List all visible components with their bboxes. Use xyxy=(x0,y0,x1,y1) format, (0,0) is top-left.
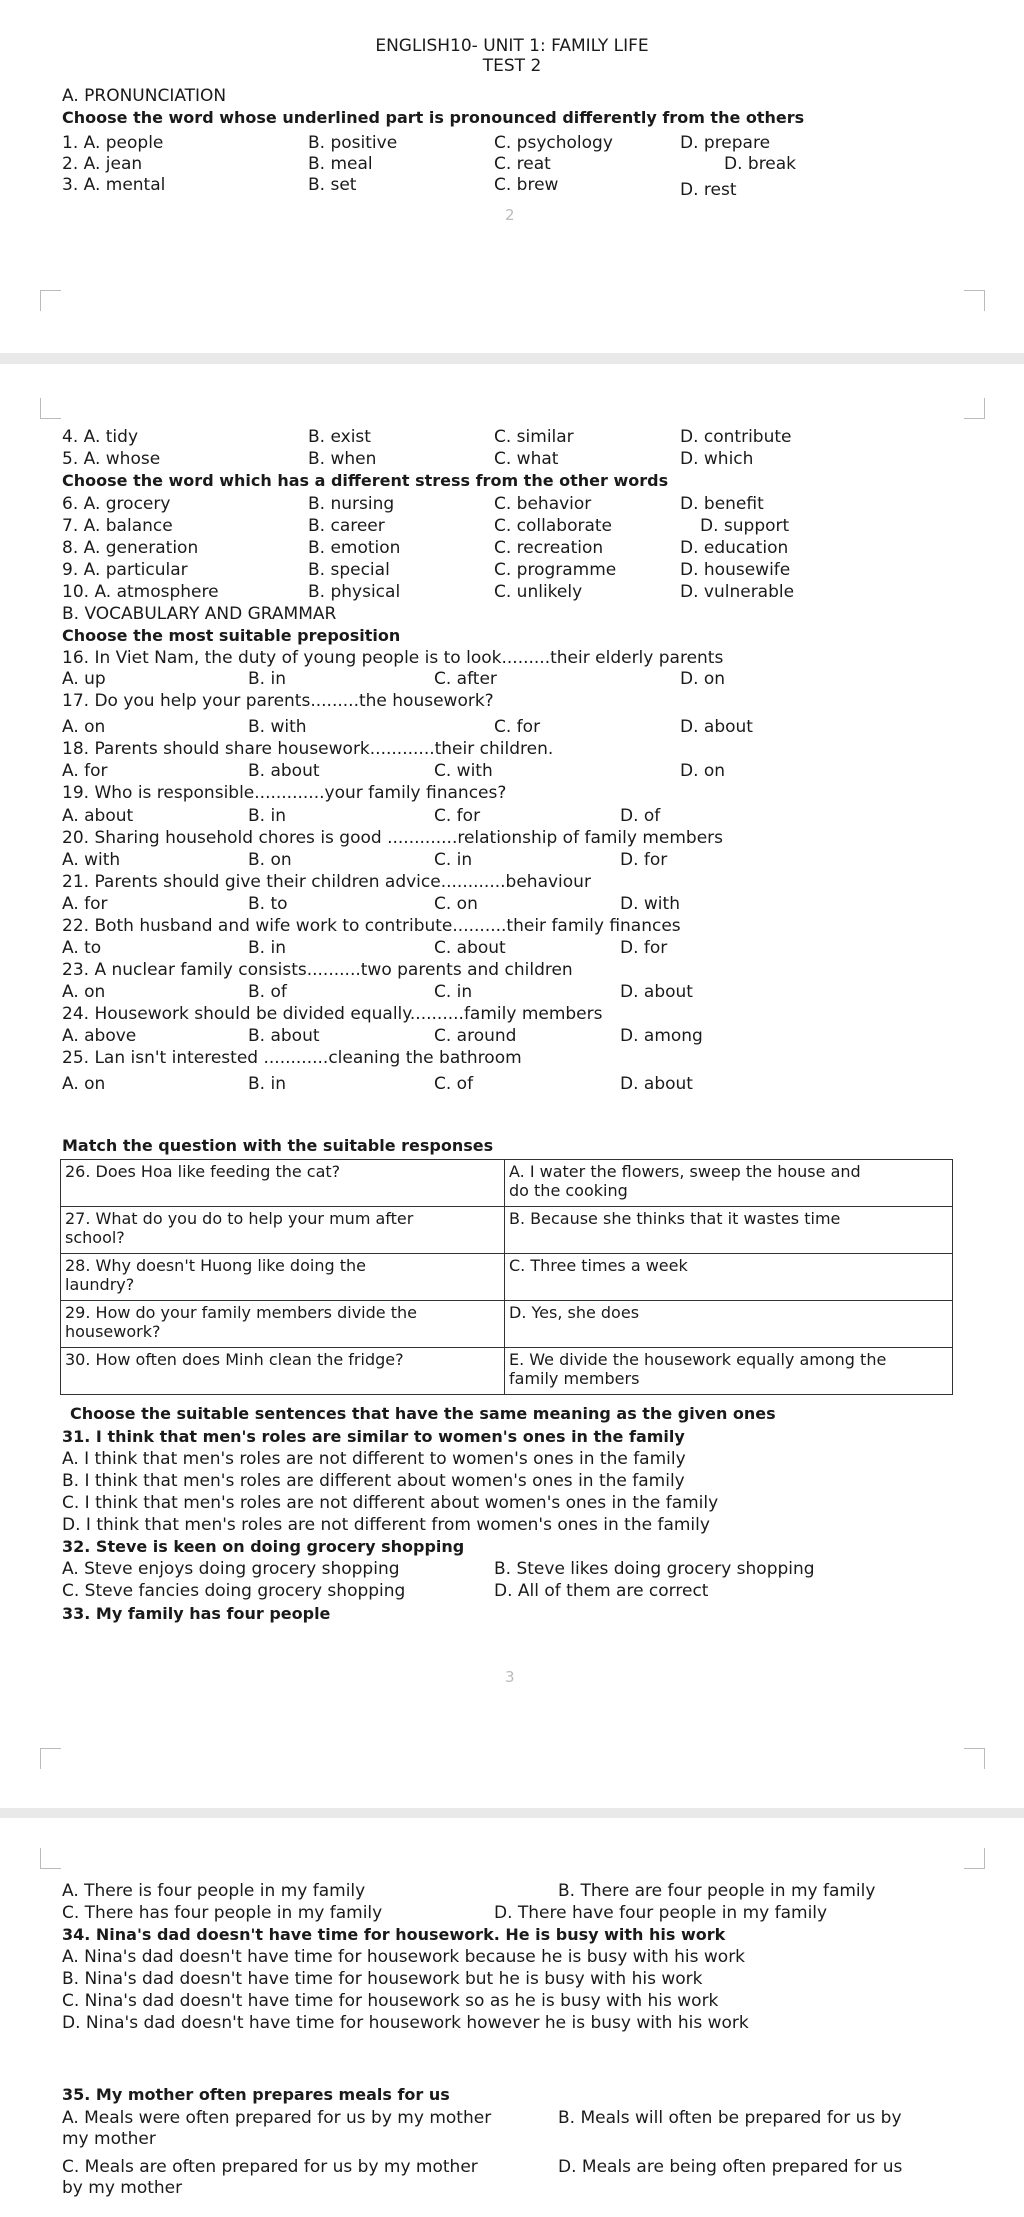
q19-option-a: A. about xyxy=(62,806,134,826)
match-answer: B. Because she thinks that it wastes time xyxy=(505,1207,953,1254)
table-row xyxy=(61,1348,953,1395)
q3-option-b: B. set xyxy=(308,175,357,195)
q5-option-c: C. what xyxy=(494,449,559,469)
q25-option-c: C. of xyxy=(434,1074,474,1094)
q2-option-d: D. break xyxy=(724,154,797,174)
q4-option-d: D. contribute xyxy=(680,427,792,447)
page-number: 2 xyxy=(505,206,515,224)
page-1 xyxy=(0,0,1024,353)
q35-option-d: D. Meals are being often prepared for us xyxy=(558,2157,903,2177)
page-3 xyxy=(0,1818,1024,2217)
match-question: 27. What do you do to help your mum after school? xyxy=(61,1207,505,1254)
q33-option-a: A. There is four people in my family xyxy=(62,1881,366,1901)
q2-option-b: B. meal xyxy=(308,154,373,174)
q18-option-d: D. on xyxy=(680,761,726,781)
table-row xyxy=(61,1254,953,1301)
q33-stem: 33. My family has four people xyxy=(62,1604,331,1623)
q24-stem: 24. Housework should be divided equally..........family members xyxy=(62,1004,603,1024)
q8-option-c: C. recreation xyxy=(494,538,604,558)
match-question: 26. Does Hoa like feeding the cat? xyxy=(61,1160,505,1207)
q31-option-d: D. I think that men's roles are not different from women's ones in the family xyxy=(62,1515,710,1535)
q20-option-c: C. in xyxy=(434,850,473,870)
q32-option-c: C. Steve fancies doing grocery shopping xyxy=(62,1581,406,1601)
q21-option-c: C. on xyxy=(434,894,478,914)
q7-option-c: C. collaborate xyxy=(494,516,613,536)
q19-stem: 19. Who is responsible.............your family finances? xyxy=(62,783,507,803)
q17-option-d: D. about xyxy=(680,717,753,737)
match-answer: A. I water the flowers, sweep the house and do the cooking xyxy=(505,1160,953,1207)
q35-option-c: C. Meals are often prepared for us by my mother xyxy=(62,2157,478,2177)
match-question: 28. Why doesn't Huong like doing the laundry? xyxy=(61,1254,505,1301)
crop-mark xyxy=(964,398,985,419)
q17-option-b: B. with xyxy=(248,717,307,737)
q7-option-a: 7. A. balance xyxy=(62,516,173,536)
q3-option-d: D. rest xyxy=(680,180,737,200)
q5-option-d: D. which xyxy=(680,449,754,469)
q19-option-b: B. in xyxy=(248,806,286,826)
q10-option-b: B. physical xyxy=(308,582,401,602)
match-question: 30. How often does Minh clean the fridge? xyxy=(61,1348,505,1395)
q23-option-d: D. about xyxy=(620,982,693,1002)
q25-stem: 25. Lan isn't interested ............cleaning the bathroom xyxy=(62,1048,522,1068)
q16-stem: 16. In Viet Nam, the duty of young people is to look.........their elderly parents xyxy=(62,648,724,668)
q25-option-a: A. on xyxy=(62,1074,106,1094)
q9-option-c: C. programme xyxy=(494,560,617,580)
q4-option-b: B. exist xyxy=(308,427,371,447)
q6-option-d: D. benefit xyxy=(680,494,764,514)
q22-option-a: A. to xyxy=(62,938,102,958)
crop-mark xyxy=(964,1748,985,1769)
q20-option-b: B. on xyxy=(248,850,292,870)
q32-option-b: B. Steve likes doing grocery shopping xyxy=(494,1559,815,1579)
test-label: TEST 2 xyxy=(482,56,542,76)
q22-stem: 22. Both husband and wife work to contribute..........their family finances xyxy=(62,916,681,936)
q21-option-d: D. with xyxy=(620,894,680,914)
q16-option-a: A. up xyxy=(62,669,106,689)
q22-option-c: C. about xyxy=(434,938,506,958)
q34-option-a: A. Nina's dad doesn't have time for housework because he is busy with his work xyxy=(62,1947,746,1967)
q32-stem: 32. Steve is keen on doing grocery shopping xyxy=(62,1537,465,1556)
match-table xyxy=(60,1159,953,1395)
page-2 xyxy=(0,364,1024,1808)
crop-mark xyxy=(40,290,61,311)
q8-option-b: B. emotion xyxy=(308,538,401,558)
q19-option-d: D. of xyxy=(620,806,661,826)
page-number: 3 xyxy=(505,1668,515,1686)
q25-option-b: B. in xyxy=(248,1074,286,1094)
preposition-instruction: Choose the most suitable preposition xyxy=(62,626,401,645)
q23-option-c: C. in xyxy=(434,982,473,1002)
q34-option-d: D. Nina's dad doesn't have time for housework however he is busy with his work xyxy=(62,2013,749,2033)
q32-option-a: A. Steve enjoys doing grocery shopping xyxy=(62,1559,400,1579)
q20-option-d: D. for xyxy=(620,850,668,870)
q4-option-a: 4. A. tidy xyxy=(62,427,139,447)
q23-option-b: B. of xyxy=(248,982,287,1002)
q31-option-a: A. I think that men's roles are not different to women's ones in the family xyxy=(62,1449,686,1469)
q7-option-d: D. support xyxy=(700,516,790,536)
q24-option-a: A. above xyxy=(62,1026,137,1046)
q24-option-b: B. about xyxy=(248,1026,320,1046)
crop-mark xyxy=(40,398,61,419)
q17-stem: 17. Do you help your parents.........the housework? xyxy=(62,691,494,711)
q20-stem: 20. Sharing household chores is good .............relationship of family members xyxy=(62,828,724,848)
q3-option-c: C. brew xyxy=(494,175,559,195)
q22-option-d: D. for xyxy=(620,938,668,958)
q9-option-d: D. housewife xyxy=(680,560,791,580)
q10-option-d: D. vulnerable xyxy=(680,582,795,602)
crop-mark xyxy=(964,1848,985,1869)
q16-option-b: B. in xyxy=(248,669,286,689)
q19-option-c: C. for xyxy=(434,806,481,826)
q33-option-c: C. There has four people in my family xyxy=(62,1903,383,1923)
q21-option-a: A. for xyxy=(62,894,108,914)
q6-option-b: B. nursing xyxy=(308,494,395,514)
q18-stem: 18. Parents should share housework............their children. xyxy=(62,739,554,759)
crop-mark xyxy=(40,1748,61,1769)
q1-option-b: B. positive xyxy=(308,133,398,153)
q6-option-a: 6. A. grocery xyxy=(62,494,171,514)
q8-option-d: D. education xyxy=(680,538,789,558)
q17-option-a: A. on xyxy=(62,717,106,737)
q21-stem: 21. Parents should give their children advice............behaviour xyxy=(62,872,591,892)
table-row xyxy=(61,1160,953,1207)
q35-option-a-cont: my mother xyxy=(62,2129,156,2149)
q4-option-c: C. similar xyxy=(494,427,574,447)
q31-stem: 31. I think that men's roles are similar to women's ones in the family xyxy=(62,1427,685,1446)
match-answer: C. Three times a week xyxy=(505,1254,953,1301)
q24-option-c: C. around xyxy=(434,1026,517,1046)
q7-option-b: B. career xyxy=(308,516,385,536)
match-question: 29. How do your family members divide the housework? xyxy=(61,1301,505,1348)
q9-option-a: 9. A. particular xyxy=(62,560,188,580)
q5-option-a: 5. A. whose xyxy=(62,449,161,469)
pronunciation-instruction: Choose the word whose underlined part is pronounced differently from the others xyxy=(62,108,805,127)
table-row xyxy=(61,1207,953,1254)
q25-option-d: D. about xyxy=(620,1074,693,1094)
q33-option-b: B. There are four people in my family xyxy=(558,1881,876,1901)
q2-option-a: 2. A. jean xyxy=(62,154,143,174)
q31-option-b: B. I think that men's roles are different about women's ones in the family xyxy=(62,1471,685,1491)
match-instruction: Match the question with the suitable responses xyxy=(62,1136,494,1155)
q35-option-b: B. Meals will often be prepared for us by xyxy=(558,2108,902,2128)
q1-option-a: 1. A. people xyxy=(62,133,164,153)
q16-option-d: D. on xyxy=(680,669,726,689)
crop-mark xyxy=(964,290,985,311)
section-b-heading: B. VOCABULARY AND GRAMMAR xyxy=(62,604,337,624)
q21-option-b: B. to xyxy=(248,894,288,914)
page-title: ENGLISH10- UNIT 1: FAMILY LIFE xyxy=(375,36,649,56)
match-answer: D. Yes, she does xyxy=(505,1301,953,1348)
q34-option-c: C. Nina's dad doesn't have time for housework so as he is busy with his work xyxy=(62,1991,719,2011)
q10-option-a: 10. A. atmosphere xyxy=(62,582,219,602)
q35-option-a: A. Meals were often prepared for us by my mother xyxy=(62,2108,492,2128)
q1-option-c: C. psychology xyxy=(494,133,613,153)
q16-option-c: C. after xyxy=(434,669,497,689)
q3-option-a: 3. A. mental xyxy=(62,175,166,195)
q31-option-c: C. I think that men's roles are not different about women's ones in the family xyxy=(62,1493,719,1513)
q6-option-c: C. behavior xyxy=(494,494,592,514)
q32-option-d: D. All of them are correct xyxy=(494,1581,709,1601)
q33-option-d: D. There have four people in my family xyxy=(494,1903,828,1923)
q8-option-a: 8. A. generation xyxy=(62,538,199,558)
q2-option-c: C. reat xyxy=(494,154,551,174)
crop-mark xyxy=(40,1848,61,1869)
table-row xyxy=(61,1301,953,1348)
q18-option-c: C. with xyxy=(434,761,493,781)
section-a-heading: A. PRONUNCIATION xyxy=(62,86,227,106)
q35-stem: 35. My mother often prepares meals for us xyxy=(62,2085,450,2104)
q9-option-b: B. special xyxy=(308,560,390,580)
q24-option-d: D. among xyxy=(620,1026,703,1046)
q23-stem: 23. A nuclear family consists..........two parents and children xyxy=(62,960,573,980)
q22-option-b: B. in xyxy=(248,938,286,958)
q5-option-b: B. when xyxy=(308,449,377,469)
match-answer: E. We divide the housework equally among the family members xyxy=(505,1348,953,1395)
stress-instruction: Choose the word which has a different stress from the other words xyxy=(62,471,669,490)
q1-option-d: D. prepare xyxy=(680,133,771,153)
q35-option-c-cont: by my mother xyxy=(62,2178,183,2198)
q17-option-c: C. for xyxy=(494,717,541,737)
q18-option-b: B. about xyxy=(248,761,320,781)
q34-stem: 34. Nina's dad doesn't have time for housework. He is busy with his work xyxy=(62,1925,726,1944)
q18-option-a: A. for xyxy=(62,761,108,781)
q23-option-a: A. on xyxy=(62,982,106,1002)
q20-option-a: A. with xyxy=(62,850,121,870)
q10-option-c: C. unlikely xyxy=(494,582,583,602)
q34-option-b: B. Nina's dad doesn't have time for housework but he is busy with his work xyxy=(62,1969,703,1989)
same-meaning-instruction: Choose the suitable sentences that have the same meaning as the given ones xyxy=(70,1404,776,1423)
